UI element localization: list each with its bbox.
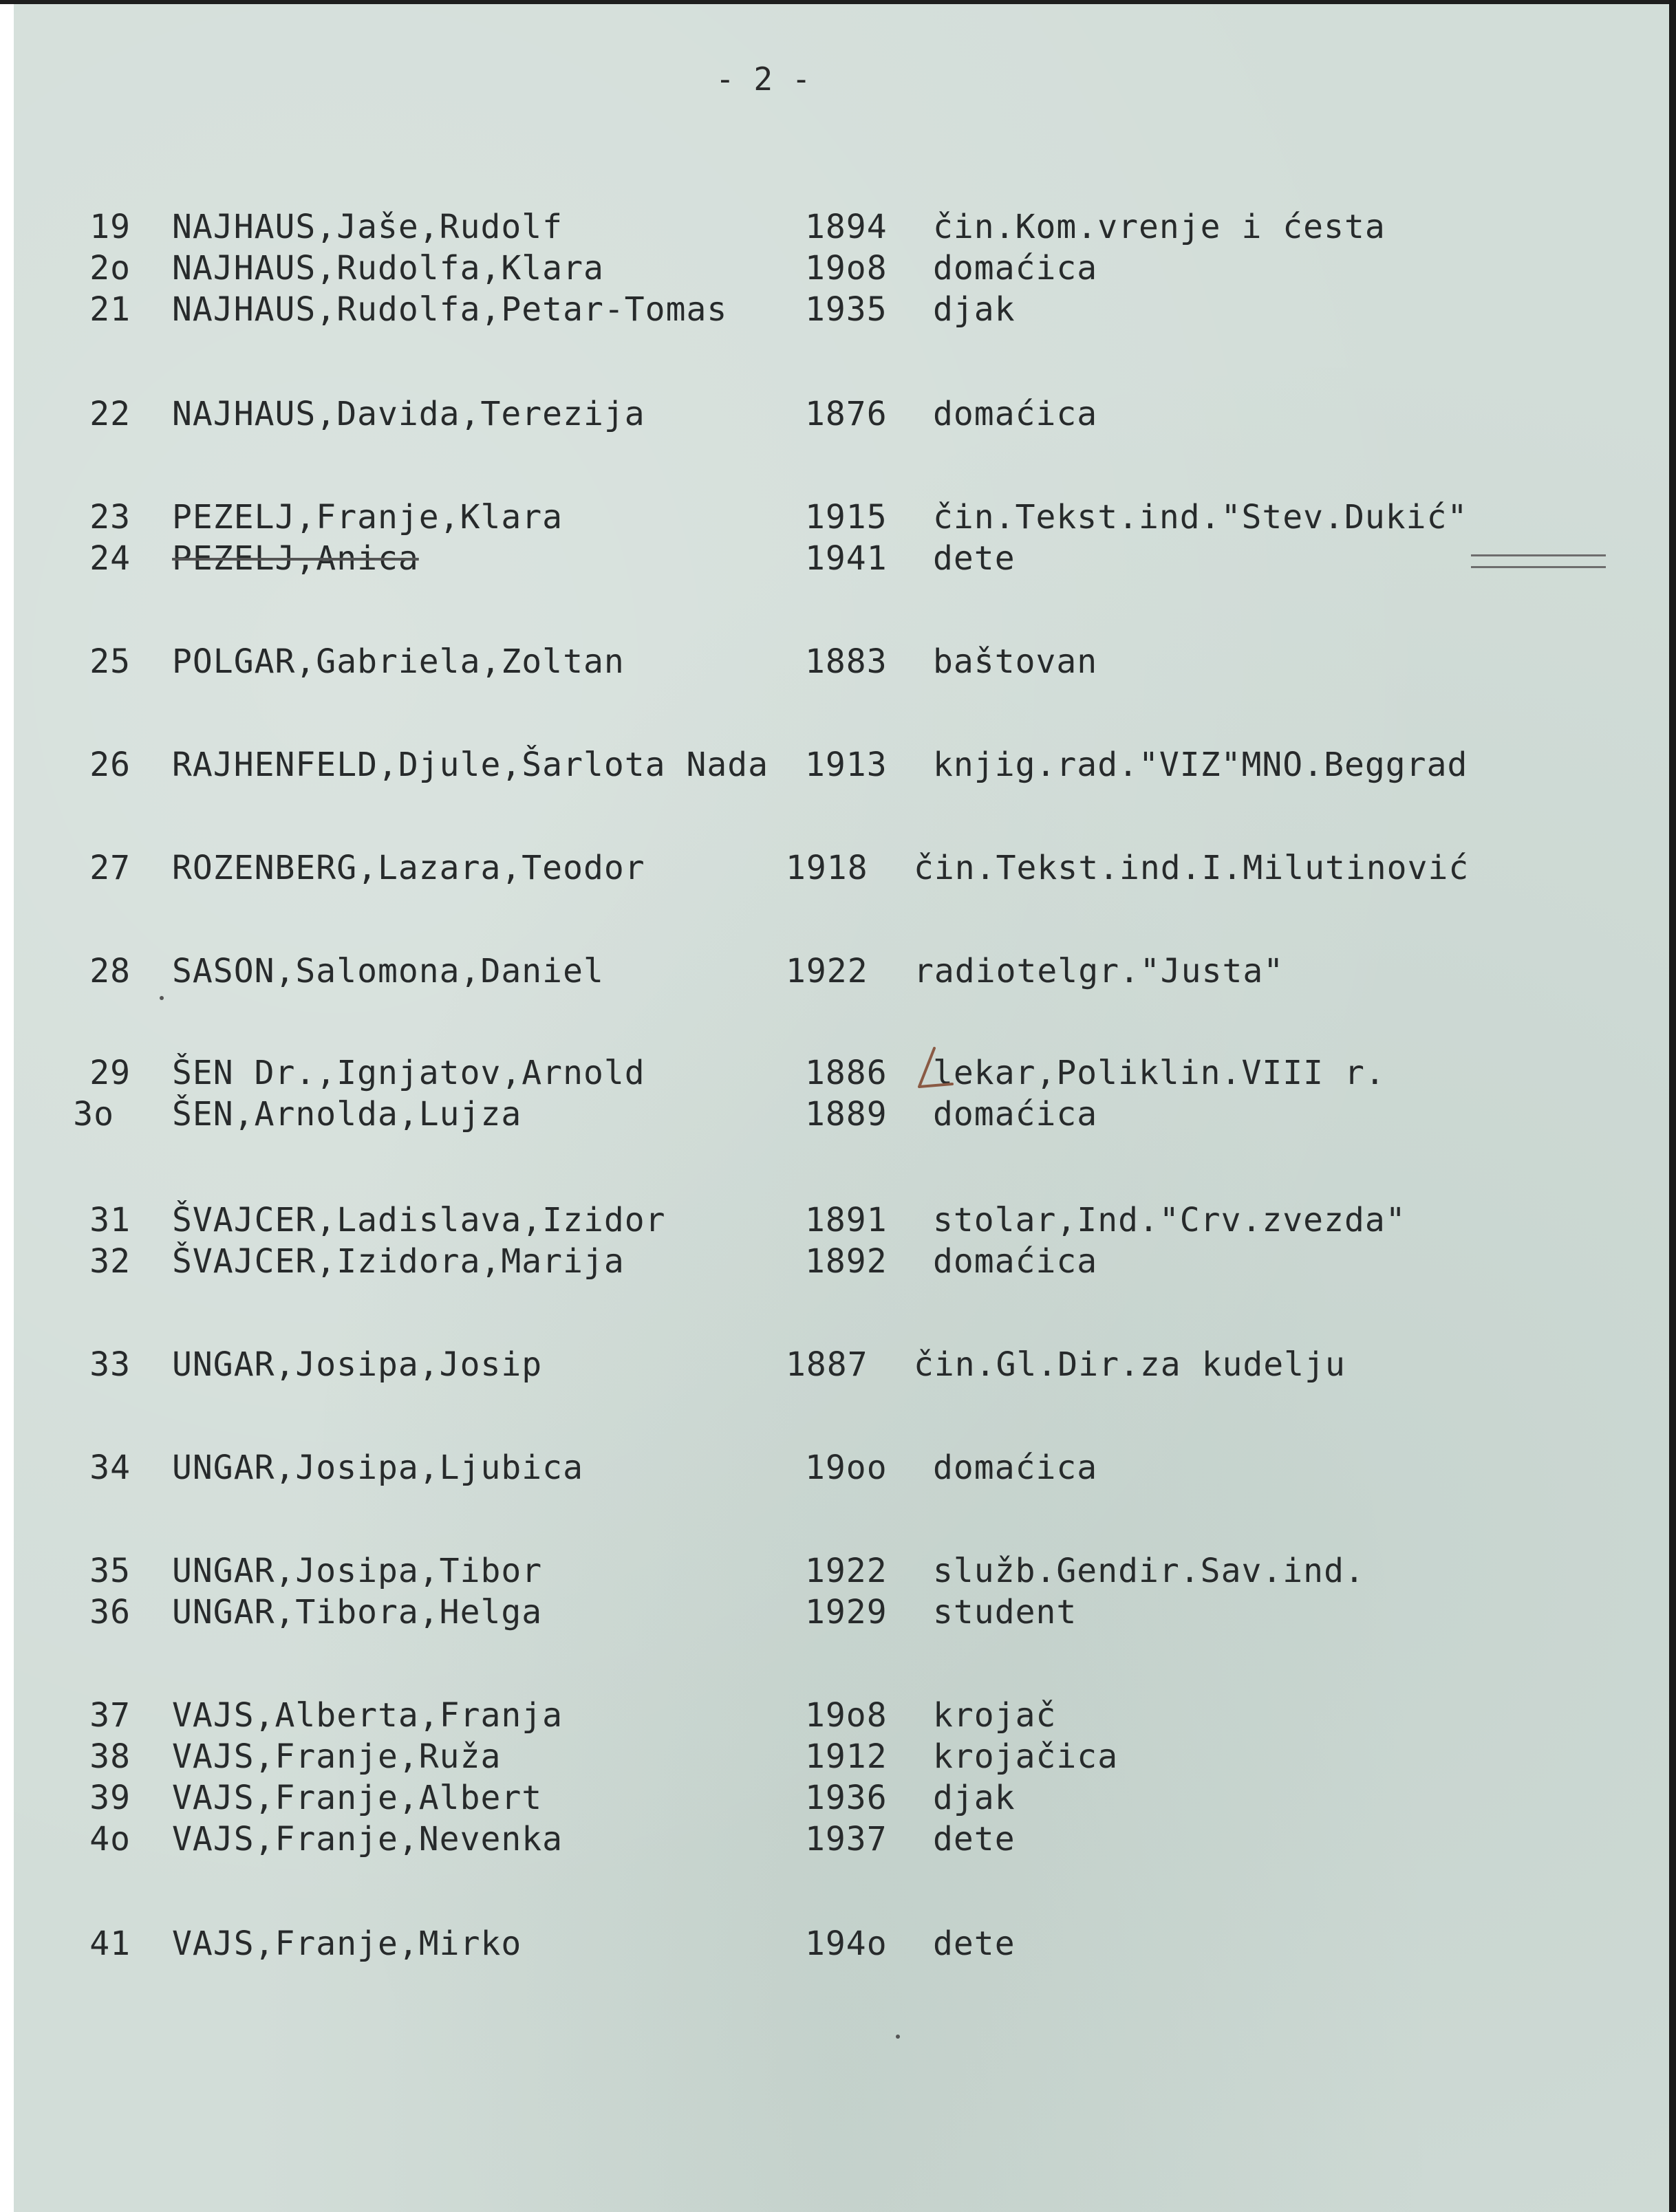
occupation: domaćica bbox=[933, 395, 1098, 433]
person-name: UNGAR,Tibora,Helga bbox=[172, 1593, 543, 1631]
list-item bbox=[0, 1052, 1651, 1094]
occupation: student bbox=[933, 1593, 1077, 1631]
list-item bbox=[0, 847, 1651, 889]
row-number: 19 bbox=[89, 208, 131, 246]
occupation: čin.Tekst.ind.I.Milutinović bbox=[914, 849, 1470, 887]
birth-year: 19o8 bbox=[805, 1696, 888, 1735]
occupation: dete bbox=[933, 1820, 1016, 1858]
birth-year: 1876 bbox=[805, 395, 888, 433]
birth-year: 1922 bbox=[805, 1552, 888, 1590]
row-number: 28 bbox=[89, 952, 131, 990]
list-item bbox=[0, 1777, 1651, 1819]
person-name: VAJS,Franje,Albert bbox=[172, 1779, 543, 1817]
list-item bbox=[0, 538, 1651, 579]
list-item bbox=[0, 1241, 1651, 1282]
person-name: UNGAR,Josipa,Josip bbox=[172, 1345, 543, 1384]
occupation: domaćica bbox=[933, 1242, 1098, 1281]
birth-year: 1935 bbox=[805, 290, 888, 329]
scan-top-edge bbox=[0, 0, 1676, 4]
row-number: 3o bbox=[73, 1095, 114, 1134]
list-item bbox=[0, 393, 1651, 435]
person-name: UNGAR,Josipa,Ljubica bbox=[172, 1449, 583, 1487]
person-name: NAJHAUS,Davida,Terezija bbox=[172, 395, 645, 433]
birth-year: 1913 bbox=[805, 746, 888, 784]
pencil-check-mark bbox=[914, 1045, 955, 1094]
list-item bbox=[0, 1550, 1651, 1592]
birth-year: 194o bbox=[805, 1924, 888, 1963]
birth-year: 1894 bbox=[805, 208, 888, 246]
person-name: ŠVAJCER,Ladislava,Izidor bbox=[172, 1201, 666, 1239]
birth-year: 1915 bbox=[805, 498, 888, 536]
list-item bbox=[0, 1923, 1651, 1964]
birth-year: 1936 bbox=[805, 1779, 888, 1817]
row-number: 34 bbox=[89, 1449, 131, 1487]
list-item bbox=[0, 1695, 1651, 1736]
person-name: ŠVAJCER,Izidora,Marija bbox=[172, 1242, 625, 1281]
ink-speck bbox=[160, 996, 164, 1000]
row-number: 39 bbox=[89, 1779, 131, 1817]
row-number: 27 bbox=[89, 849, 131, 887]
birth-year: 1883 bbox=[805, 642, 888, 681]
list-item bbox=[0, 497, 1651, 538]
occupation: knjig.rad."VIZ"MNO.Beggrad bbox=[933, 746, 1468, 784]
row-number: 23 bbox=[89, 498, 131, 536]
occupation: domaćica bbox=[933, 1095, 1098, 1134]
occupation: čin.Tekst.ind."Stev.Dukić" bbox=[933, 498, 1468, 536]
list-item bbox=[0, 1592, 1651, 1633]
row-number: 22 bbox=[89, 395, 131, 433]
person-name: VAJS,Alberta,Franja bbox=[172, 1696, 563, 1735]
occupation: krojačica bbox=[933, 1737, 1119, 1776]
row-number: 35 bbox=[89, 1552, 131, 1590]
person-name: VAJS,Franje,Ruža bbox=[172, 1737, 502, 1776]
list-item bbox=[0, 206, 1651, 248]
birth-year: 1892 bbox=[805, 1242, 888, 1281]
birth-year: 1889 bbox=[805, 1095, 888, 1134]
person-name: VAJS,Franje,Mirko bbox=[172, 1924, 522, 1963]
person-name: NAJHAUS,Jaše,Rudolf bbox=[172, 208, 563, 246]
row-number: 33 bbox=[89, 1345, 131, 1384]
person-name: ŠEN Dr.,Ignjatov,Arnold bbox=[172, 1054, 645, 1092]
occupation: domaćica bbox=[933, 1449, 1098, 1487]
occupation: krojač bbox=[933, 1696, 1057, 1735]
row-number: 2o bbox=[89, 249, 131, 288]
birth-year: 1937 bbox=[805, 1820, 888, 1858]
birth-year: 1918 bbox=[786, 849, 868, 887]
list-item bbox=[0, 289, 1651, 330]
person-name: POLGAR,Gabriela,Zoltan bbox=[172, 642, 625, 681]
list-item bbox=[0, 744, 1651, 785]
row-number: 32 bbox=[89, 1242, 131, 1281]
person-name: PEZELJ,Franje,Klara bbox=[172, 498, 563, 536]
row-number: 37 bbox=[89, 1696, 131, 1735]
row-number: 29 bbox=[89, 1054, 131, 1092]
birth-year: 1886 bbox=[805, 1054, 888, 1092]
list-item bbox=[0, 1200, 1651, 1241]
person-name: NAJHAUS,Rudolfa,Klara bbox=[172, 249, 604, 288]
birth-year: 1922 bbox=[786, 952, 868, 990]
occupation: čin.Gl.Dir.za kudelju bbox=[914, 1345, 1346, 1384]
occupation: stolar,Ind."Crv.zvezda" bbox=[933, 1201, 1406, 1239]
birth-year: 1929 bbox=[805, 1593, 888, 1631]
row-number: 41 bbox=[89, 1924, 131, 1963]
list-item bbox=[0, 1447, 1651, 1488]
person-name: UNGAR,Josipa,Tibor bbox=[172, 1552, 543, 1590]
row-number: 4o bbox=[89, 1820, 131, 1858]
row-number: 21 bbox=[89, 290, 131, 329]
birth-year: 1887 bbox=[786, 1345, 868, 1384]
birth-year: 19oo bbox=[805, 1449, 888, 1487]
occupation: dete bbox=[933, 1924, 1016, 1963]
birth-year: 1941 bbox=[805, 539, 888, 578]
person-name: ŠEN,Arnolda,Lujza bbox=[172, 1095, 522, 1134]
list-item bbox=[0, 248, 1651, 289]
occupation: djak bbox=[933, 290, 1016, 329]
occupation: služb.Gendir.Sav.ind. bbox=[933, 1552, 1365, 1590]
occupation: dete bbox=[933, 539, 1016, 578]
double-underline-mark bbox=[1471, 554, 1606, 568]
person-name: RAJHENFELD,Djule,Šarlota Nada bbox=[172, 746, 769, 784]
list-item bbox=[0, 641, 1651, 682]
occupation: domaćica bbox=[933, 249, 1098, 288]
birth-year: 1912 bbox=[805, 1737, 888, 1776]
list-item bbox=[0, 1344, 1651, 1385]
page-number: - 2 - bbox=[716, 61, 811, 98]
occupation: baštovan bbox=[933, 642, 1098, 681]
occupation: djak bbox=[933, 1779, 1016, 1817]
person-name: PEZELJ,Anica bbox=[172, 539, 419, 578]
person-name: NAJHAUS,Rudolfa,Petar-Tomas bbox=[172, 290, 728, 329]
list-item bbox=[0, 1736, 1651, 1777]
person-name: ROZENBERG,Lazara,Teodor bbox=[172, 849, 645, 887]
list-item bbox=[0, 1094, 1651, 1135]
row-number: 31 bbox=[89, 1201, 131, 1239]
row-number: 24 bbox=[89, 539, 131, 578]
occupation: čin.Kom.vrenje i ćesta bbox=[933, 208, 1386, 246]
list-item bbox=[0, 951, 1651, 992]
occupation: radiotelgr."Justa" bbox=[914, 952, 1285, 990]
row-number: 38 bbox=[89, 1737, 131, 1776]
birth-year: 19o8 bbox=[805, 249, 888, 288]
list-item bbox=[0, 1819, 1651, 1860]
occupation: lekar,Poliklin.VIII r. bbox=[933, 1054, 1386, 1092]
row-number: 26 bbox=[89, 746, 131, 784]
ink-speck bbox=[896, 2035, 900, 2039]
person-name: SASON,Salomona,Daniel bbox=[172, 952, 604, 990]
person-name: VAJS,Franje,Nevenka bbox=[172, 1820, 563, 1858]
row-number: 25 bbox=[89, 642, 131, 681]
birth-year: 1891 bbox=[805, 1201, 888, 1239]
row-number: 36 bbox=[89, 1593, 131, 1631]
